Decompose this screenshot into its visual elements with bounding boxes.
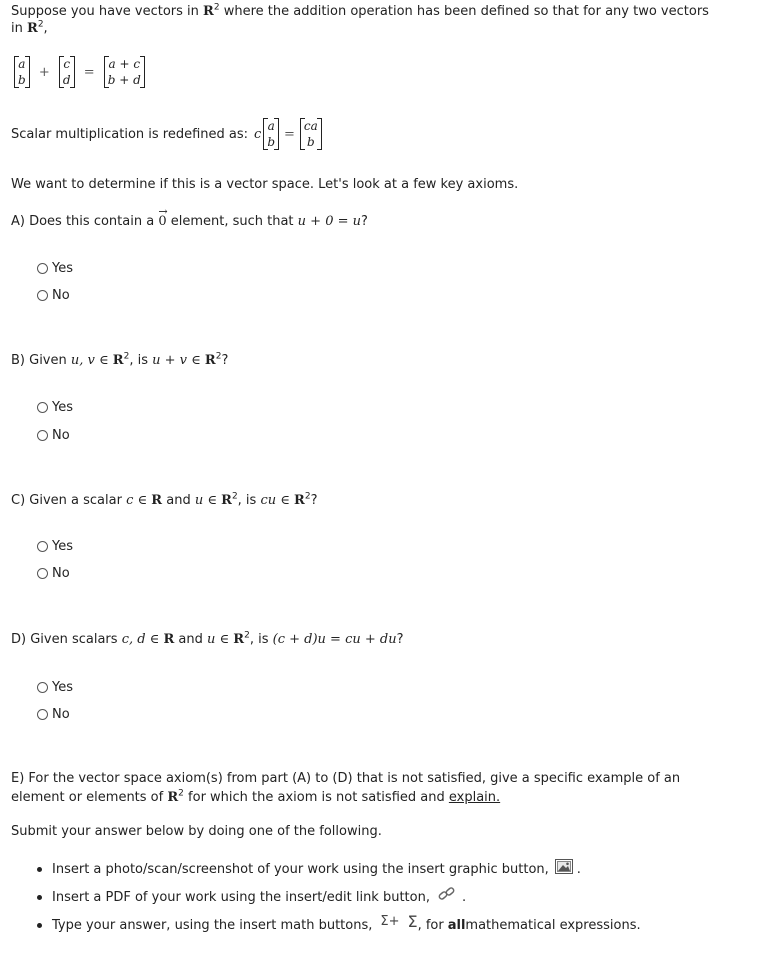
question-a	[11, 205, 368, 229]
real-symbol: R	[203, 4, 214, 19]
matrix-entry: a	[18, 57, 26, 71]
bullet-text: .	[461, 890, 467, 905]
question-math: c, d ∈	[121, 632, 160, 647]
real-symbol: R	[112, 353, 124, 368]
part-e-text: for which the axiom is not satisfied and	[183, 790, 445, 805]
matrix-cd	[59, 56, 75, 88]
scalar-c: c	[254, 126, 262, 142]
matrix-entry: ca	[303, 119, 318, 133]
radio-button[interactable]	[37, 402, 48, 413]
image-icon[interactable]	[555, 859, 573, 874]
question-text: , is	[249, 632, 269, 647]
matrix-ab	[263, 118, 279, 150]
radio-button[interactable]	[37, 682, 48, 693]
intro-line-2	[11, 21, 48, 36]
question-math: u ∈	[194, 493, 217, 508]
matrix-sum	[104, 56, 145, 88]
exponent: 2	[123, 351, 130, 362]
sigma-plus-icon[interactable]: Σ+	[380, 913, 400, 929]
real-symbol: R	[294, 493, 305, 508]
real-symbol: R	[151, 493, 163, 508]
real-symbol: R	[163, 632, 175, 647]
option-no[interactable]	[37, 707, 70, 722]
option-label[interactable]: Yes	[52, 680, 73, 695]
question-text: D) Given scalars	[11, 632, 118, 647]
option-yes[interactable]	[37, 539, 73, 554]
real-symbol: R	[221, 493, 232, 508]
bullet-text: mathematical expressions.	[465, 918, 641, 933]
question-text: ?	[221, 353, 229, 368]
question-text: and	[178, 632, 203, 647]
matrix-cab	[300, 118, 322, 150]
question-text: and	[166, 493, 191, 508]
bullet-text: , for	[417, 918, 444, 933]
option-label[interactable]: Yes	[52, 261, 73, 276]
exponent: 2	[37, 19, 44, 30]
matrix-entry: b + d	[107, 73, 141, 87]
matrix-entry: c	[63, 57, 71, 71]
matrix-entry: b	[18, 73, 26, 87]
zero-vector: → 0	[158, 205, 168, 229]
sigma-icon[interactable]: Σ	[407, 911, 418, 931]
bullet-item-pdf	[52, 890, 466, 905]
exponent: 2	[215, 351, 222, 362]
option-label[interactable]: No	[52, 428, 70, 443]
option-label[interactable]: Yes	[52, 400, 73, 415]
exponent: 2	[178, 788, 184, 799]
part-e-text: element or elements of	[11, 790, 164, 805]
part-e-line-2	[11, 790, 500, 805]
question-text: ?	[361, 214, 368, 229]
zero-vector-text: 0	[158, 214, 167, 229]
bullet-dot	[37, 867, 42, 872]
matrix-entry: b	[267, 135, 275, 149]
matrix-entry: a	[267, 119, 275, 133]
intro-text: where the addition operation has been defined so that for any two vectors	[219, 4, 709, 19]
question-math: u ∈	[207, 632, 230, 647]
bullet-dot	[37, 895, 42, 900]
lead-text: We want to determine if this is a vector space. Let's look at a few key axioms.	[11, 177, 519, 192]
bullet-item-math	[52, 911, 641, 933]
question-b	[11, 353, 228, 368]
radio-button[interactable]	[37, 568, 48, 579]
radio-button[interactable]	[37, 430, 48, 441]
option-no[interactable]	[37, 288, 70, 303]
submit-heading: Submit your answer below by doing one of the following.	[11, 824, 382, 839]
radio-button[interactable]	[37, 263, 48, 274]
question-text: , is	[129, 353, 148, 368]
matrix-entry: d	[62, 73, 71, 87]
real-symbol: R	[233, 632, 245, 647]
question-math: c ∈	[126, 493, 148, 508]
option-label[interactable]: No	[52, 707, 70, 722]
question-text: , is	[237, 493, 257, 508]
equals-sign: =	[284, 126, 295, 142]
bullet-text: Type your answer, using the insert math buttons,	[52, 918, 373, 933]
question-math: u, v ∈	[70, 353, 109, 368]
part-e-line-1: E) For the vector space axiom(s) from part (A) to (D) that is not satisfied, give a specific example of an	[11, 771, 681, 786]
question-text: A) Does this contain a	[11, 214, 155, 229]
real-symbol: R	[27, 21, 38, 36]
intro-text: Suppose you have vectors in	[11, 4, 199, 19]
option-label[interactable]: No	[52, 288, 70, 303]
real-symbol: R	[167, 790, 179, 805]
intro-line-1	[11, 4, 709, 19]
radio-button[interactable]	[37, 541, 48, 552]
matrix-ab	[14, 56, 30, 88]
matrix-entry: b	[307, 135, 315, 149]
scalar-label: Scalar multiplication is redefined as:	[11, 126, 249, 142]
question-text: C) Given a scalar	[11, 493, 122, 508]
option-yes[interactable]	[37, 400, 73, 415]
explain-link[interactable]: explain.	[448, 790, 501, 805]
exponent: 2	[231, 491, 238, 502]
bullet-item-graphic	[52, 862, 581, 877]
bullet-text: Insert a PDF of your work using the insert/edit link button,	[52, 890, 430, 905]
equals-sign: =	[83, 64, 95, 80]
question-math: u + v ∈	[152, 353, 201, 368]
option-no[interactable]	[37, 428, 70, 443]
plus-sign: +	[38, 64, 50, 80]
question-text: element, such that	[166, 214, 294, 229]
scalar-definition	[11, 118, 322, 150]
exponent: 2	[304, 491, 311, 502]
intro-text: ,	[43, 21, 48, 36]
real-symbol: R	[204, 353, 216, 368]
option-yes[interactable]	[37, 261, 73, 276]
bullet-dot	[37, 923, 42, 928]
exponent: 2	[213, 2, 220, 13]
question-math: (c + d)u = cu + du	[272, 632, 397, 647]
option-no[interactable]	[37, 566, 70, 581]
option-label[interactable]: No	[52, 566, 70, 581]
question-math: u + 0 = u	[297, 214, 362, 229]
exponent: 2	[244, 630, 250, 641]
addition-formula	[14, 56, 145, 88]
radio-button[interactable]	[37, 290, 48, 301]
option-yes[interactable]	[37, 680, 73, 695]
question-text: B) Given	[11, 353, 67, 368]
bullet-text: Insert a photo/scan/screenshot of your work using the insert graphic button,	[52, 862, 549, 877]
radio-button[interactable]	[37, 709, 48, 720]
matrix-entry: a + c	[108, 57, 141, 71]
bullet-text: .	[576, 862, 581, 877]
question-text: ?	[396, 632, 404, 647]
question-math: cu ∈	[260, 493, 290, 508]
question-d	[11, 632, 404, 647]
question-text: ?	[310, 493, 318, 508]
bullet-bold-text: all	[447, 918, 466, 933]
intro-text: in	[11, 21, 23, 36]
option-label[interactable]: Yes	[52, 539, 73, 554]
link-icon[interactable]	[438, 887, 456, 901]
question-c	[11, 493, 317, 508]
